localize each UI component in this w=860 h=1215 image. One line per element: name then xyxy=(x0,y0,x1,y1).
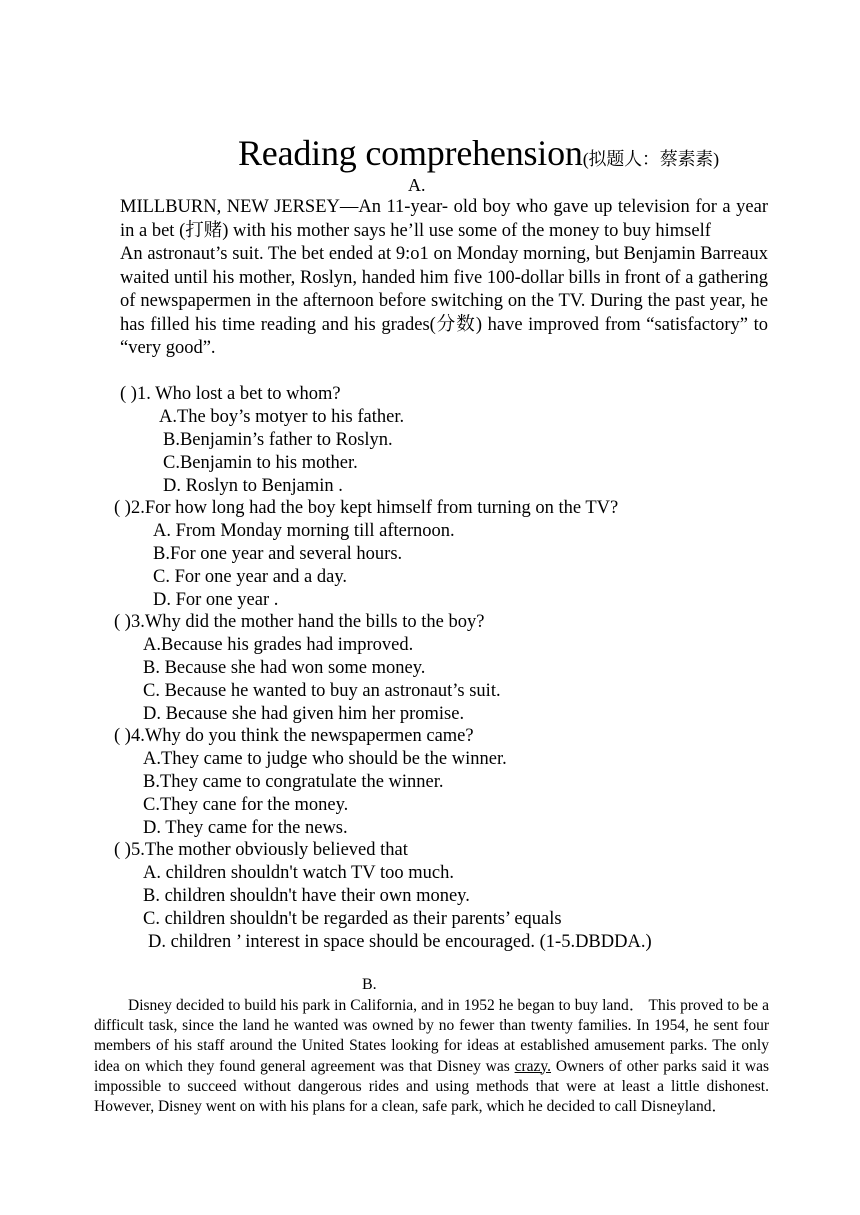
question-1-option-d: D. Roslyn to Benjamin . xyxy=(163,476,343,496)
passage-b-text-end: Owners of other parks said it was impossible to succeed without dangerous rides and using methods that were at least a little dishonest. However, Disney went on with his plans for a clean, safe park, which he decided to call Disneyland． xyxy=(94,1057,769,1116)
question-2: ( )2.For how long had the boy kept himself from turning on the TV? xyxy=(114,498,619,518)
passage-b-text-start: Disney decided to build his park in California, and in 1952 he began to buy land． This proved to be a difficult task, since the land he wanted was owned by no fewer than twenty families. In 1954, he sent four members of his staff around the United States looking for ideas at established amusement parks. The only idea on which they found general agreement was that Disney was xyxy=(94,997,769,1075)
question-3-option-a: A.Because his grades had improved. xyxy=(143,635,414,655)
question-3-option-b: B. Because she had won some money. xyxy=(143,658,426,678)
passage-a xyxy=(120,196,768,361)
question-4-option-c: C.They cane for the money. xyxy=(143,795,349,815)
question-3-option-d: D. Because she had given him her promise. xyxy=(143,704,465,724)
question-3: ( )3.Why did the mother hand the bills to the boy? xyxy=(114,612,485,632)
question-1: ( )1. Who lost a bet to whom? xyxy=(120,384,341,404)
passage-a-paragraph-1: MILLBURN, NEW JERSEY—An 11-year- old boy who gave up television for a year in a bet (打赌) with his mother says he’ll use some of the money to buy himself xyxy=(120,197,768,241)
question-2-option-a: A. From Monday morning till afternoon. xyxy=(153,521,455,541)
question-5: ( )5.The mother obviously believed that xyxy=(114,840,408,860)
question-4-option-d: D. They came for the news. xyxy=(143,818,348,838)
title-author: (拟题人：蔡素素) xyxy=(582,149,719,169)
question-4-option-b: B.They came to congratulate the winner. xyxy=(143,772,444,792)
question-5-option-c: C. children shouldn't be regarded as their parents’ equals xyxy=(143,909,562,929)
question-3-option-c: C. Because he wanted to buy an astronaut’s suit. xyxy=(143,681,501,701)
section-b-label: B. xyxy=(362,976,377,993)
question-4-option-a: A.They came to judge who should be the winner. xyxy=(143,749,507,769)
question-5-option-a: A. children shouldn't watch TV too much. xyxy=(143,863,454,883)
passage-b-paragraph xyxy=(94,996,769,1117)
question-2-option-b: B.For one year and several hours. xyxy=(153,544,403,564)
passage-a-paragraph-2: An astronaut’s suit. The bet ended at 9:o1 on Monday morning, but Benjamin Barreaux waited until his mother, Roslyn, handed him five 100-dollar bills in front of a gathering of newspapermen in the afternoon before switching on the TV. During the past year, he has filled his time reading and his grades(分数) have improved from “satisfactory” to “very good”. xyxy=(120,244,768,358)
question-1-option-b: B.Benjamin’s father to Roslyn. xyxy=(163,430,393,450)
question-5-option-b: B. children shouldn't have their own money. xyxy=(143,886,470,906)
title-main: Reading comprehension xyxy=(238,133,583,173)
question-2-option-c: C. For one year and a day. xyxy=(153,567,348,587)
section-a-label: A. xyxy=(408,175,426,195)
passage-b xyxy=(94,996,769,1117)
underlined-word: crazy. xyxy=(514,1057,552,1075)
page-title xyxy=(238,131,719,181)
question-5-option-d: D. children ’ interest in space should be encouraged. (1-5.DBDDA.) xyxy=(148,932,652,952)
question-4: ( )4.Why do you think the newspapermen came? xyxy=(114,726,474,746)
question-1-option-a: A.The boy’s motyer to his father. xyxy=(159,407,405,427)
question-2-option-d: D. For one year . xyxy=(153,590,279,610)
question-1-option-c: C.Benjamin to his mother. xyxy=(163,453,358,473)
